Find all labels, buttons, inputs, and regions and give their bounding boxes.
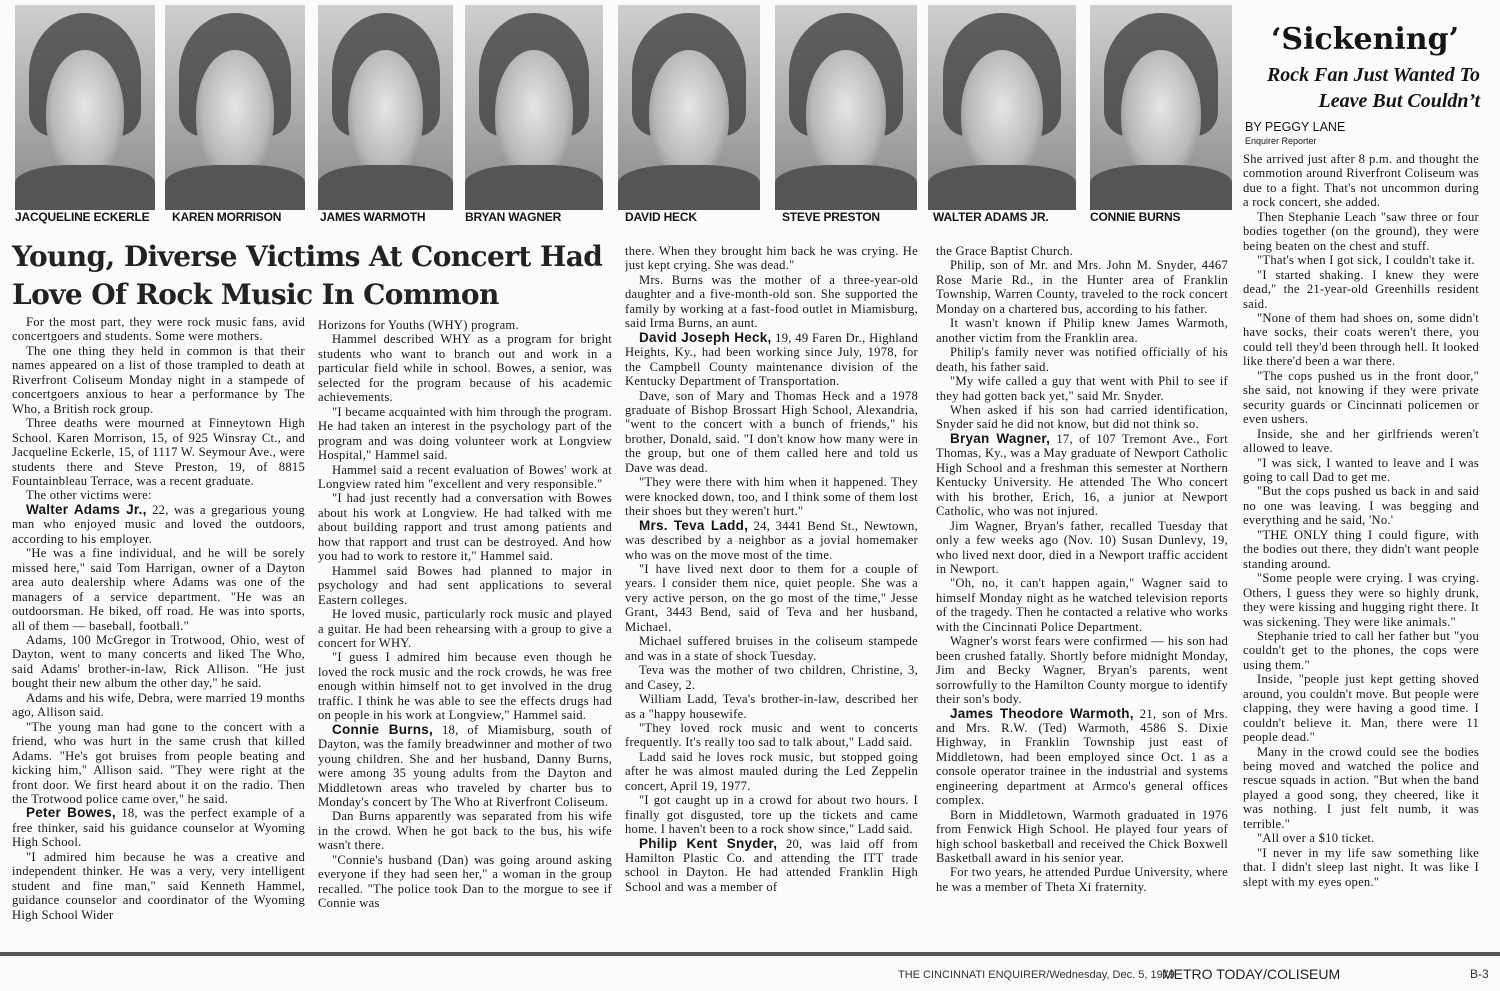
sidebar-subheadline: Rock Fan Just Wanted To Leave But Couldn’t: [1266, 64, 1480, 112]
paragraph: [1243, 456, 1479, 485]
paragraph: [1243, 846, 1479, 889]
main-headline: Young, Diverse Victims At Concert Had Love Of Rock Music In Common: [12, 240, 603, 311]
paragraph-text: "I guess I admired him because even though he loved the rock music and the rock crowds, he was free enough within himself not to get involved in the drug traffic. I think he was able to see the effects drugs had on people in his work at Longview," Hammel said.: [318, 650, 612, 723]
paragraph-text: 21, son of Mrs. and Mrs. R.W. (Ted) Warmoth, 4586 S. Dixie Highway, in Franklin Township just east of Middletown, had been employed since Oct. 1 as a console operator trainee in the industrial and systems engineering department at Armco's general offices complex.: [936, 706, 1228, 808]
paragraph-text: "That's when I got sick, I couldn't take it.: [1257, 253, 1475, 268]
paragraph: [936, 634, 1228, 706]
paragraph-text: there. When they brought him back he was crying. He just kept crying. She was dead.": [625, 244, 918, 273]
paragraph: [1243, 369, 1479, 427]
paragraph: [1243, 528, 1479, 571]
paragraph-text: Hammel described WHY as a program for bright students who want to branch out and work in a particular field while in school. Bowes, a senior, was selected for the program because of his academic achievements.: [318, 332, 612, 405]
paragraph-text: "I was sick, I wanted to leave and I was going to call Dad to get me.: [1243, 455, 1479, 484]
paragraph: [1243, 427, 1479, 456]
paragraph: [318, 853, 612, 911]
paragraph-text: For two years, he attended Purdue University, where he was a member of Theta Xi fraternity.: [936, 865, 1228, 894]
paragraph: [12, 315, 305, 344]
paragraph-text: Mrs. Burns was the mother of a three-year-old daughter and a five-month-old son. She supported the family by working at a fast-food outlet in Miamisburg, said Irma Burns, an aunt.: [625, 272, 918, 331]
paragraph-text: Many in the crowd could see the bodies being moved and watched the police and rescue squads in action. "But when the band played a good song, they cheered, like it was nothing. I just felt numb, it was terrible.": [1243, 744, 1479, 831]
paragraph: [318, 332, 612, 404]
paragraph: [936, 244, 1228, 258]
paragraph: [1243, 253, 1479, 267]
paragraph: [1243, 831, 1479, 845]
photo-caption: KAREN MORRISON: [172, 210, 282, 224]
paragraph: [1243, 745, 1479, 832]
face-shape: [196, 50, 274, 177]
paragraph: [12, 850, 305, 922]
byline: BY PEGGY LANE: [1245, 120, 1346, 134]
victim-photo: [318, 5, 453, 210]
paragraph-text: "Oh, no, it can't happen again," Wagner said to himself Monday night as he watched television reports of the tragedy. Then he contacted a relative who works with the Cincinnati Police Department.: [936, 576, 1228, 634]
article-column-1: [12, 315, 305, 945]
paragraph-text: He loved music, particularly rock music and played a guitar. He had been rehearsing with a group to give a concert for WHY.: [318, 607, 612, 650]
paragraph-text: Born in Middletown, Warmoth graduated in 1976 from Fenwick High School. He played four years of high school basketball and received the Chick Boxwell Basketball award in his senior year.: [936, 807, 1228, 866]
victim-photo: [618, 5, 760, 210]
face-shape: [806, 50, 886, 177]
paragraph-text: Wagner's worst fears were confirmed — his son had been crushed fatally. Shortly before midnight Monday, Jim and Becky Wagner, Bryan's parents, went sorrowfully to the Hamilton County morgue to identify their son's body.: [936, 634, 1228, 707]
paragraph: [936, 345, 1228, 374]
paragraph-text: Inside, she and her girlfriends weren't allowed to leave.: [1243, 426, 1479, 456]
paragraph: [318, 607, 612, 650]
paragraph: [12, 633, 305, 691]
paragraph-text: Jim Wagner, Bryan's father, recalled Tuesday that only a few weeks ago (Nov. 10) Susan Dunlevy, 19, who lived next door, died in a Newport traffic accident in Newport.: [936, 518, 1228, 576]
paragraph-text: "I started shaking. I knew they were dead," the 21-year-old Greenhills resident said.: [1243, 267, 1479, 311]
face-shape: [649, 50, 729, 177]
paragraph-text: "I never in my life saw something like that. I didn't sleep last night. It was like I slept with my eyes open.": [1243, 845, 1479, 889]
victim-name-lead: Connie Burns,: [332, 721, 434, 737]
shoulders-shape: [15, 165, 155, 210]
paragraph: [936, 403, 1228, 432]
paragraph-text: 18, was the perfect example of a free thinker, said his guidance counselor at Wyoming High School.: [12, 806, 305, 850]
shoulders-shape: [1090, 165, 1232, 210]
paragraph: [625, 663, 918, 692]
paragraph-text: For the most part, they were rock music fans, avid concertgoers and students. Some were mothers.: [12, 315, 305, 344]
paragraph: [1243, 571, 1479, 629]
paragraph-text: "They were there with him when it happened. They were knocked down, too, and I think some of them lost their shoes but they weren't hurt.": [625, 475, 918, 519]
paragraph: [12, 720, 305, 807]
byline-role: Enquirer Reporter: [1245, 136, 1317, 146]
paragraph: [625, 793, 918, 836]
shoulders-shape: [618, 165, 760, 210]
victim-name-lead: Peter Bowes,: [26, 805, 116, 821]
paragraph-text: "I became acquainted with him through the program. He had taken an interest in the psychology part of the program and was doing volunteer work at Longview Hospital," Hammel said.: [318, 404, 612, 463]
paragraph: [936, 707, 1228, 808]
paragraph-text: Three deaths were mourned at Finneytown High School. Karen Morrison, 15, of 925 Winsray Ct., and Jacqueline Eckerle, 15, of 1117 W. Seymour Ave., were students there and Steve Preston, 19, of 8815 Fountainbleau Terrace, was a recent graduate.: [12, 416, 305, 488]
victim-photo: [15, 5, 155, 210]
paragraph-text: "None of them had shoes on, some didn't have socks, their coats weren't there, you could tell they'd been through hell. It looked like there'd been a war there.: [1243, 310, 1479, 369]
victim-name-lead: Philip Kent Snyder,: [639, 835, 778, 851]
paragraph-text: Stephanie tried to call her father but "you couldn't get to the phones, the cops were using them.": [1243, 628, 1479, 672]
photo-caption: JAMES WARMOTH: [320, 210, 426, 224]
paragraph: [12, 806, 305, 849]
paragraph-text: "I got caught up in a crowd for about two hours. I finally got disgusted, tore up the tickets and came home. I haven't been to a rock show since," Ladd said.: [625, 793, 918, 837]
paragraph-text: "Some people were crying. I was crying. Others, I guess they were so highly drunk, they were kissing and hugging right there. It was sickening. They were like animals.": [1243, 571, 1479, 629]
paragraph-text: The other victims were:: [26, 488, 152, 503]
paragraph-text: "Connie's husband (Dan) was going around asking everyone if they had seen her," a woman in the group recalled. "The police took Dan to the morgue to see if Connie was: [318, 852, 612, 911]
footer-page-number: B-3: [1470, 967, 1489, 981]
paragraph: [625, 519, 918, 562]
face-shape: [961, 50, 1044, 177]
paragraph: [625, 244, 918, 273]
paragraph-text: It wasn't known if Philip knew James Warmoth, another victim from the Franklin area.: [936, 316, 1228, 345]
article-column-2: [318, 318, 612, 945]
paragraph-text: the Grace Baptist Church.: [936, 244, 1074, 258]
paragraph: [936, 258, 1228, 316]
paragraph: [625, 692, 918, 721]
paragraph: [1243, 210, 1479, 253]
paragraph-text: 18, of Miamisburg, south of Dayton, was the family breadwinner and mother of two young children. She and her husband, Danny Burns, were among 35 young adults from the Dayton and Middletown areas who traveled by charter bus to Monday's concert by The Who at Riverfront Coliseum.: [318, 722, 612, 809]
paragraph: [936, 576, 1228, 634]
paragraph: [318, 564, 612, 607]
paragraph-text: She arrived just after 8 p.m. and thought the commotion around Riverfront Coliseum was due to a fight. That's not uncommon during a rock concert, she added.: [1243, 152, 1479, 210]
photo-caption: WALTER ADAMS JR.: [933, 210, 1049, 224]
shoulders-shape: [165, 165, 305, 210]
paragraph-text: "THE ONLY thing I could figure, with the bodies out there, they didn't want people standing around.: [1243, 527, 1479, 571]
paragraph-text: "The cops pushed us in the front door," she said, not knowing if they were private security guards or Cincinnati policemen or even ushers.: [1243, 368, 1479, 427]
victim-name-lead: Walter Adams Jr.,: [26, 501, 147, 517]
paragraph: [318, 723, 612, 810]
paragraph-text: "I admired him because he was a creative and independent thinker. He was a very, very intelligent student and fine man," said Kenneth Hammel, guidance counselor and coordinator of the Wyoming High School Wider: [12, 849, 305, 922]
victim-photo: [1090, 5, 1232, 210]
paragraph: [625, 634, 918, 663]
paragraph: [625, 331, 918, 389]
paragraph: [625, 562, 918, 634]
paragraph: [625, 750, 918, 793]
paragraph-text: Dave, son of Mary and Thomas Heck and a 1978 graduate of Bishop Brossart High School, Alexandria, "went to the concert with a bunch of friends," his brother, Donald, said. "I don't know how many were in the group, but one of them called here and told us Dave was dead.: [625, 388, 918, 475]
paragraph: [1243, 629, 1479, 672]
paragraph: [12, 503, 305, 546]
paragraph-text: "But the cops pushed us back in and said no one was leaving. I was begging and everything and he said, 'No.': [1243, 484, 1479, 528]
sidebar-article-column: [1243, 152, 1479, 945]
paragraph-text: William Ladd, Teva's brother-in-law, described her as a "happy housewife.: [625, 692, 918, 721]
paragraph-text: 17, of 107 Tremont Ave., Fort Thomas, Ky., was a May graduate of Newport Catholic High School and a freshman this semester at Northern Kentucky University. He attended The Who concert with his brother, Erich, 16, a junior at Newport Catholic, who was not injured.: [936, 431, 1228, 519]
paragraph: [1243, 311, 1479, 369]
paragraph-text: Inside, "people just kept getting shoved around, you couldn't move. But people were clapping, they were having a good time. I couldn't believe it. Man, there were 11 people dead.": [1243, 672, 1479, 745]
paragraph-text: Adams, 100 McGregor in Trotwood, Ohio, west of Dayton, went to many concerts and liked The Who, said Adams' brother-in-law, Rick Allison. "He just bought their new album the other day," he said.: [12, 632, 305, 691]
paragraph: [625, 721, 918, 750]
paragraph: [1243, 152, 1479, 210]
paragraph: [12, 416, 305, 488]
paragraph: [625, 475, 918, 518]
paragraph-text: Hammel said a recent evaluation of Bowes' work at Longview rated him "excellent and very responsible.": [318, 462, 612, 491]
face-shape: [348, 50, 424, 177]
paragraph-text: The one thing they held in common is that their names appeared on a list of those trampled to death at Riverfront Coliseum Monday night in a stampede of concertgoers anxious to hear a performance by The Who, a British rock group.: [12, 343, 305, 416]
paragraph: [318, 809, 612, 852]
footer-paper-date: THE CINCINNATI ENQUIRER/Wednesday, Dec. 5, 1979: [898, 969, 1175, 981]
paragraph: [936, 432, 1228, 519]
paragraph: [936, 316, 1228, 345]
photo-caption: JACQUELINE ECKERLE: [15, 210, 150, 224]
article-column-3: [625, 244, 918, 945]
paragraph: [936, 519, 1228, 577]
paragraph-text: Adams and his wife, Debra, were married 19 months ago, Allison said.: [12, 690, 305, 720]
paragraph-text: Then Stephanie Leach "saw three or four bodies together (on the ground), they were being beaten on the chest and stuff.: [1243, 209, 1479, 253]
victim-name-lead: David Joseph Heck,: [639, 329, 772, 345]
paragraph: [318, 318, 612, 332]
article-column-4: [936, 244, 1228, 945]
victim-photo: [165, 5, 305, 210]
paragraph: [625, 273, 918, 331]
paragraph: [12, 344, 305, 416]
paragraph-text: "My wife called a guy that went with Phil to see if they had gotten back yet," said Mr. Snyder.: [936, 374, 1228, 403]
paragraph-text: "He was a fine individual, and he will be sorely missed here," said Tom Harrigan, owner of a Dayton area auto dealership where Adams was one of the managers of a service department. "He was an outdoorsman. He biked, off road. He was into sports, all of them — baseball, football.": [12, 546, 305, 633]
shoulders-shape: [775, 165, 917, 210]
paragraph: [12, 691, 305, 720]
paragraph-text: "All over a $10 ticket.: [1257, 831, 1375, 846]
paragraph-text: Philip, son of Mr. and Mrs. John M. Snyder, 4467 Rose Marie Rd., in the Hunter area of Franklin Township, Warren County, traveled to the rock concert Monday on a chartered bus, according to his father.: [936, 258, 1228, 316]
face-shape: [1121, 50, 1201, 177]
paragraph-text: Philip's family never was notified officially of his death, his father said.: [936, 345, 1228, 374]
paragraph-text: Teva was the mother of two children, Christine, 3, and Casey, 2.: [625, 663, 918, 692]
shoulders-shape: [318, 165, 453, 210]
paragraph-text: Hammel said Bowes had planned to major in psychology and had sent applications to several Eastern colleges.: [318, 563, 612, 607]
footer-section: METRO TODAY/COLISEUM: [1162, 966, 1341, 982]
paragraph: [936, 374, 1228, 403]
paragraph: [318, 405, 612, 463]
paragraph: [625, 389, 918, 476]
paragraph: [1243, 484, 1479, 527]
victim-photo: [928, 5, 1076, 210]
paragraph: [936, 808, 1228, 866]
paragraph: [12, 546, 305, 633]
sidebar-headline: ‘Sickening’: [1270, 22, 1460, 57]
paragraph: [318, 650, 612, 722]
victim-name-lead: James Theodore Warmoth,: [950, 705, 1134, 721]
footer-rule: [0, 952, 1500, 956]
shoulders-shape: [465, 165, 603, 210]
paragraph: [12, 488, 305, 502]
paragraph-text: Dan Burns apparently was separated from his wife in the crowd. When he got back to the bus, his wife wasn't there.: [318, 809, 612, 853]
paragraph: [625, 837, 918, 895]
paragraph-text: 24, 3441 Bend St., Newtown, was described by a neighbor as a jovial homemaker who was on the move most of the time.: [625, 518, 918, 562]
victim-photo: [775, 5, 917, 210]
paragraph-text: 19, 49 Faren Dr., Highland Heights, Ky., had been working since July, 1978, for the Campbell County maintenance division of the Kentucky Department of Transportation.: [625, 330, 918, 389]
paragraph-text: "They loved rock music and went to concerts frequently. It's really too sad to talk about," Ladd said.: [625, 720, 918, 750]
face-shape: [46, 50, 124, 177]
paragraph: [318, 463, 612, 492]
victim-photo: [465, 5, 603, 210]
shoulders-shape: [928, 165, 1076, 210]
paragraph-text: 22, was a gregarious young man who enjoyed music and loved the outdoors, according to his employer.: [12, 502, 305, 546]
paragraph-text: When asked if his son had carried identification, Snyder said he did not know, but did not think so.: [936, 402, 1228, 432]
paragraph-text: "I had just recently had a conversation with Bowes about his work at Longview. He had talked with me about building rapport and trust among patients and how that rapport and trust can be destroyed. And how you had to work to restore it," Hammel said.: [318, 491, 612, 564]
victim-name-lead: Bryan Wagner,: [950, 430, 1051, 446]
paragraph: [936, 865, 1228, 894]
face-shape: [495, 50, 572, 177]
paragraph-text: "The young man had gone to the concert with a friend, who was hurt in the same crush that killed Adams. "He's got bruises from people beating and kicking him," Allison said. "They were right at the front door. We first heard about it on the radio. Then the Trotwood police came over," he said.: [12, 719, 305, 806]
photo-caption: CONNIE BURNS: [1090, 210, 1181, 224]
paragraph: [318, 491, 612, 563]
paragraph-text: Ladd said he loves rock music, but stopped going after he was almost mauled during the Led Zeppelin concert, April 19, 1977.: [625, 749, 918, 793]
paragraph-text: Michael suffered bruises in the coliseum stampede and was in a state of shock Tuesday.: [625, 634, 918, 663]
paragraph-text: "I have lived next door to them for a couple of years. I consider them nice, quiet people. She was a very active person, on the go most of the time," Jesse Grant, 3443 Bend, said of Teva and her husband, Michael.: [625, 561, 918, 634]
paragraph: [1243, 268, 1479, 311]
paragraph-text: 20, was laid off from Hamilton Plastic Co. and attending the ITT trade school in Dayton. He had attended Franklin High School and was a member of: [625, 836, 918, 894]
paragraph: [1243, 672, 1479, 744]
photo-caption: DAVID HECK: [625, 210, 697, 224]
paragraph-text: Horizons for Youths (WHY) program.: [318, 318, 519, 332]
victim-name-lead: Mrs. Teva Ladd,: [639, 517, 749, 533]
photo-caption: BRYAN WAGNER: [465, 210, 562, 224]
photo-caption: STEVE PRESTON: [782, 210, 880, 224]
